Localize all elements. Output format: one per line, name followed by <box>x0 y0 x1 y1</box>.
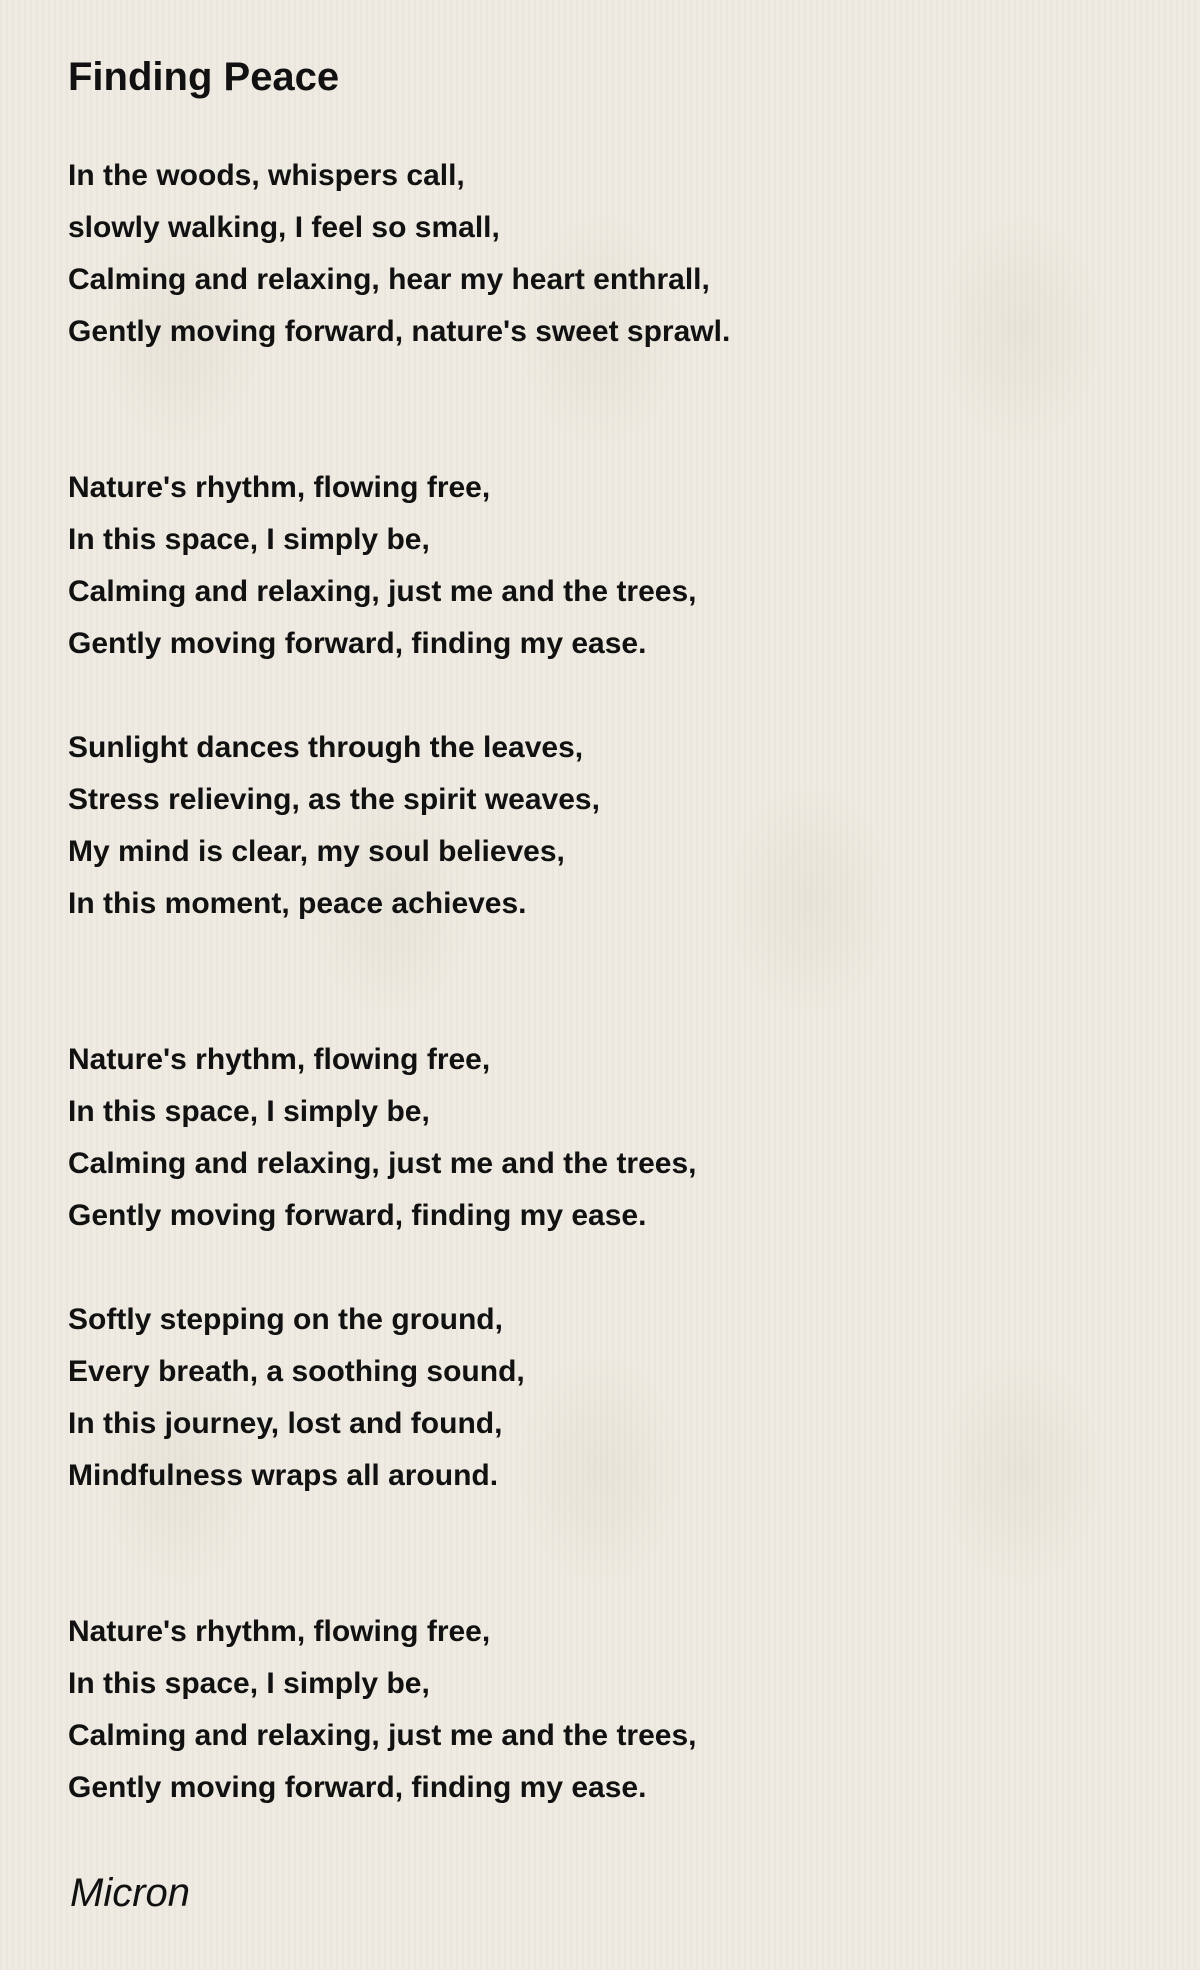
poem-line: Every breath, a soothing sound, <box>68 1355 525 1388</box>
poem-line: My mind is clear, my soul believes, <box>68 835 565 868</box>
poem-container <box>68 52 1128 1804</box>
poem-line: Mindfulness wraps all around. <box>68 1459 499 1492</box>
poem-line: In this space, I simply be, <box>68 1667 430 1700</box>
poem-line: In this space, I simply be, <box>68 523 430 556</box>
poem-line: Stress relieving, as the spirit weaves, <box>68 783 600 816</box>
stanza-2 <box>68 462 697 670</box>
stanza-4 <box>68 1034 697 1242</box>
poem-line: Calming and relaxing, just me and the trees, <box>68 575 697 608</box>
stanza-3 <box>68 722 600 930</box>
poem-line: Calming and relaxing, just me and the trees, <box>68 1719 697 1752</box>
poem-line: Nature's rhythm, flowing free, <box>68 1043 491 1076</box>
poem-line: Sunlight dances through the leaves, <box>68 731 584 764</box>
poem-line: slowly walking, I feel so small, <box>68 211 500 244</box>
poem-author: Micron <box>70 1871 191 1915</box>
poem-line: Gently moving forward, finding my ease. <box>68 1199 647 1232</box>
poem-line: Gently moving forward, finding my ease. <box>68 627 647 660</box>
stanza-6 <box>68 1606 697 1814</box>
stanza-1 <box>68 150 730 358</box>
poem-line: In this journey, lost and found, <box>68 1407 503 1440</box>
poem-line: Calming and relaxing, just me and the trees, <box>68 1147 697 1180</box>
poem-line: Calming and relaxing, hear my heart enthrall, <box>68 263 710 296</box>
poem-line: In this moment, peace achieves. <box>68 887 527 920</box>
poem-line: Gently moving forward, finding my ease. <box>68 1771 647 1804</box>
poem-line: In this space, I simply be, <box>68 1095 430 1128</box>
poem-title: Finding Peace <box>68 55 340 99</box>
poem-line: In the woods, whispers call, <box>68 159 465 192</box>
poem-line: Softly stepping on the ground, <box>68 1303 503 1336</box>
stanza-5 <box>68 1294 525 1502</box>
poem-line: Gently moving forward, nature's sweet sprawl. <box>68 315 731 348</box>
poem-line: Nature's rhythm, flowing free, <box>68 1615 491 1648</box>
poem-line: Nature's rhythm, flowing free, <box>68 471 491 504</box>
